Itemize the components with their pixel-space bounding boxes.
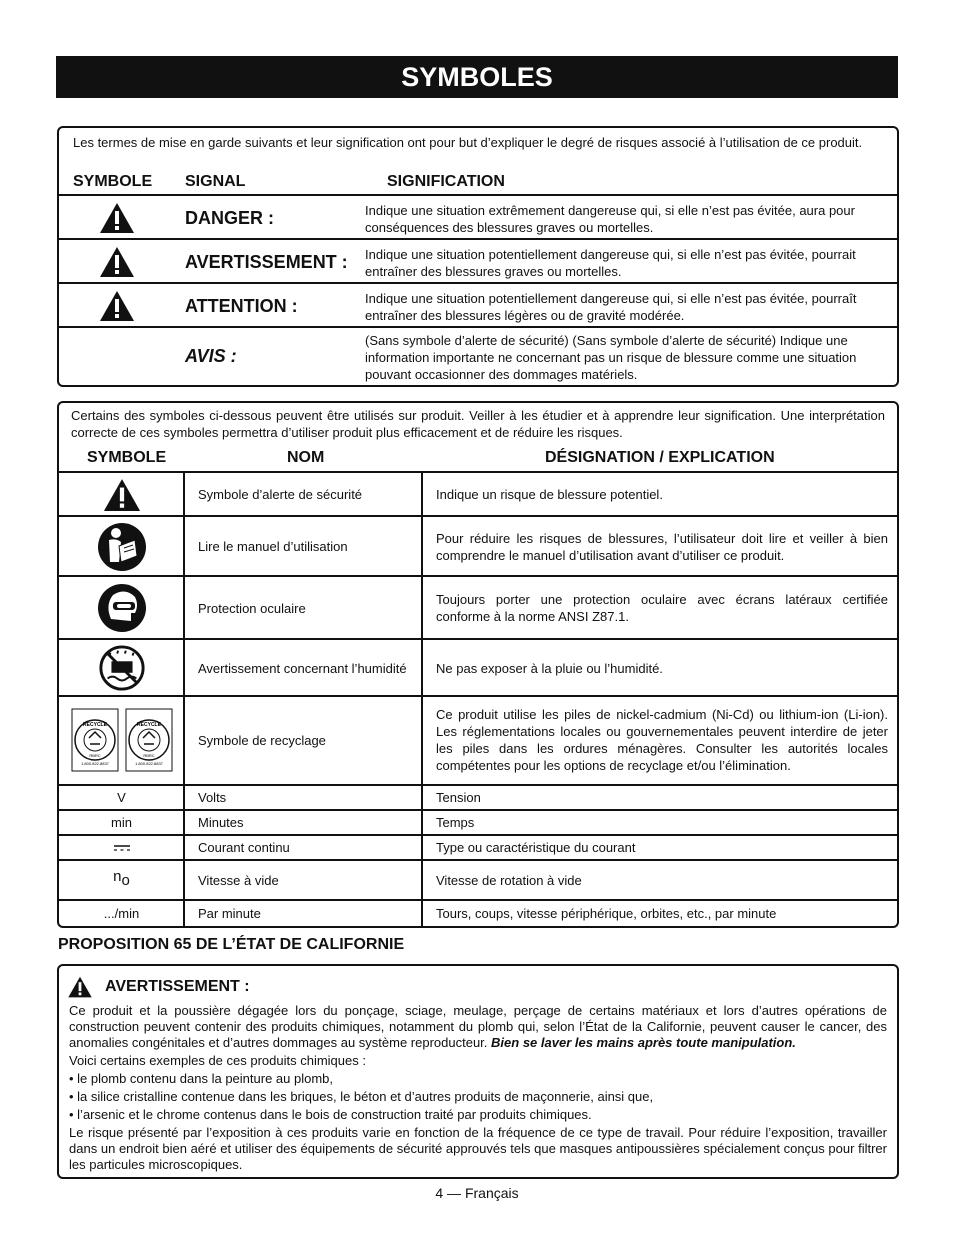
symbol-cell: V bbox=[117, 790, 126, 805]
recycle-icon bbox=[71, 708, 119, 772]
prop65-paragraph: Le risque présenté par l’exposition à ces produits varie en fonction de la fréquence de ce type de travail. Pour réduire l’exposition, travailler dans un endroit bien aéré et utiliser des équipements de sécurité approuvés tels que masques antipoussières spécialement conçus pour filtrer les particules microscopiques. bbox=[69, 1125, 887, 1172]
desc-cell: Type ou caractéristique du courant bbox=[436, 840, 636, 855]
name-cell: Minutes bbox=[198, 815, 244, 830]
safety-alert-icon bbox=[102, 478, 142, 512]
name-cell: Lire le manuel d’utilisation bbox=[198, 539, 348, 554]
warning-label: AVERTISSEMENT : bbox=[105, 978, 250, 995]
signal-words-box bbox=[57, 126, 899, 387]
safety-alert-icon bbox=[99, 246, 135, 278]
signal-label: AVIS : bbox=[185, 346, 237, 366]
table-row bbox=[59, 809, 897, 834]
symbol-cell bbox=[59, 517, 184, 576]
header-symbole: SYMBOLE bbox=[73, 173, 153, 190]
table-row bbox=[59, 515, 897, 576]
recycle-mid-text: RBRC bbox=[142, 753, 155, 758]
signal-desc: Indique une situation extrêmement dangereuse qui, si elle n’est pas évitée, aura pour conséquences des blessures graves ou mortelles. bbox=[365, 203, 855, 235]
desc-cell: Indique un risque de blessure potentiel. bbox=[436, 487, 663, 502]
recycle-bottom-text: 1.800.822.8837 bbox=[134, 761, 163, 766]
name-cell: Avertissement concernant l’humidité bbox=[198, 660, 407, 676]
recycle-icon bbox=[125, 708, 173, 772]
desc-cell: Tension bbox=[436, 790, 481, 805]
safety-alert-icon bbox=[99, 202, 135, 234]
signal-label: ATTENTION : bbox=[185, 296, 298, 316]
desc-cell: Temps bbox=[436, 815, 475, 830]
symbol-cell bbox=[59, 697, 184, 783]
desc-cell: Pour réduire les risques de blessures, l’utilisateur doit lire et veiller à bien comprendre le manuel d’utilisation avant d’utiliser ce produit. bbox=[436, 530, 888, 563]
symbol-cell: .../min bbox=[103, 906, 140, 921]
signal-row-danger bbox=[59, 194, 897, 239]
symbol-cell bbox=[59, 836, 184, 859]
signal-label: AVERTISSEMENT : bbox=[185, 252, 348, 272]
table-row bbox=[59, 899, 897, 926]
signal-desc: Indique une situation potentiellement dangereuse qui, si elle n’est pas évitée, pourraît entraîner des blessures légères ou de gravité modérée. bbox=[365, 291, 857, 323]
desc-cell: Vitesse de rotation à vide bbox=[436, 872, 582, 888]
header-symbole: SYMBOLE bbox=[87, 449, 167, 466]
signal-desc: (Sans symbole d’alerte de sécurité) (Sans symbole d’alerte de sécurité) Indique une information importante ne concernant pas un risque de blessure comme une situation pouvant occasionner des dommages matériels. bbox=[365, 333, 857, 382]
desc-cell: Tours, coups, vitesse périphérique, orbites, etc., par minute bbox=[436, 906, 777, 921]
symbol-cell bbox=[59, 640, 184, 696]
signal-desc: Indique une situation potentiellement dangereuse qui, si elle n’est pas évitée, pourrait entraîner des blessures graves ou mortelles. bbox=[365, 247, 856, 279]
signal-row-attention bbox=[59, 282, 897, 327]
name-cell: Protection oculaire bbox=[198, 600, 306, 616]
prop65-paragraph: Voici certains exemples de ces produits chimiques : bbox=[69, 1053, 366, 1068]
table-row bbox=[59, 834, 897, 859]
name-cell: Symbole d’alerte de sécurité bbox=[198, 487, 363, 502]
symbols-intro: Certains des symboles ci-dessous peuvent être utilisés sur produit. Veiller à les étudier et à apprendre leur signification. Une interprétation correcte de ces symboles permettra d’utiliser produit plus efficacement et de réduire les risques. bbox=[71, 408, 885, 440]
prop65-title: PROPOSITION 65 DE L’ÉTAT DE CALIFORNIE bbox=[58, 936, 405, 953]
safety-alert-icon bbox=[99, 290, 135, 322]
table-row bbox=[59, 575, 897, 639]
symbol-cell: min bbox=[111, 815, 132, 830]
wet-conditions-icon bbox=[98, 644, 146, 692]
prop65-para1: Ce produit et la poussière dégagée lors du ponçage, sciage, meulage, perçage de certains matériaux et lors d’autres opérations de construction peuvent contenir des produits chimiques, notamment du plomb qui, selon l’État de la Californie, peuvent causer le cancer, des anomalies congénitales et d’autres dommages au système reproducteur. bbox=[69, 1003, 887, 1050]
desc-cell: Toujours porter une protection oculaire avec écrans latéraux certifiée conforme à la norme ANSI Z87.1. bbox=[436, 592, 888, 624]
list-item: • le plomb contenu dans la peinture au plomb, bbox=[69, 1071, 333, 1086]
name-cell: Courant continu bbox=[198, 840, 290, 855]
safety-alert-icon bbox=[67, 976, 93, 998]
header-nom: NOM bbox=[287, 449, 325, 466]
signal-row-avis bbox=[59, 326, 897, 385]
desc-cell: Ce produit utilise les piles de nickel-cadmium (Ni-Cd) ou lithium-ion (Li-ion). Les réglementations locales ou gouvernementales peuvent interdire de jeter les piles dans les ordures ménagères. Consulter les autorités locales compétentes pour les options de recyclage et/ou l’élimination. bbox=[436, 707, 888, 773]
desc-cell: Ne pas exposer à la pluie ou l’humidité. bbox=[436, 660, 663, 676]
no-load-speed-subscript: o bbox=[121, 872, 130, 889]
symbol-cell bbox=[59, 861, 184, 899]
header-signification: SIGNIFICATION bbox=[387, 173, 505, 190]
list-item: • la silice cristalline contenue dans les briques, le béton et d’autres produits de maçonnerie, ainsi que, bbox=[69, 1089, 654, 1104]
warning-header bbox=[67, 976, 250, 998]
table-row bbox=[59, 859, 897, 899]
list-item: • l’arsenic et le chrome contenus dans le bois de construction traité par produits chimiques. bbox=[69, 1107, 592, 1122]
eye-protection-icon bbox=[97, 583, 147, 633]
symbol-cell bbox=[59, 473, 184, 516]
read-manual-icon bbox=[97, 522, 147, 572]
symbols-table-box bbox=[57, 401, 899, 928]
prop65-warning-box bbox=[57, 964, 899, 1179]
direct-current-icon bbox=[114, 844, 130, 852]
name-cell: Vitesse à vide bbox=[198, 872, 279, 888]
wash-hands-note: Bien se laver les mains après toute manipulation. bbox=[491, 1035, 796, 1050]
signal-label: DANGER : bbox=[185, 208, 274, 228]
recycle-bottom-text: 1.800.822.8837 bbox=[80, 761, 109, 766]
name-cell: Volts bbox=[198, 790, 227, 805]
symbol-cell bbox=[59, 577, 184, 639]
signal-row-avertissement bbox=[59, 238, 897, 283]
table-row bbox=[59, 784, 897, 809]
page-title: SYMBOLES bbox=[56, 56, 898, 98]
name-cell: Symbole de recyclage bbox=[198, 732, 326, 748]
table-row bbox=[59, 471, 897, 516]
table-row bbox=[59, 638, 897, 696]
header-signal: SIGNAL bbox=[185, 173, 246, 190]
name-cell: Par minute bbox=[198, 906, 261, 921]
prop65-paragraph bbox=[69, 1003, 887, 1051]
recycle-top-text: RECYCLE bbox=[82, 722, 107, 728]
table-row bbox=[59, 695, 897, 783]
header-designation: DÉSIGNATION / EXPLICATION bbox=[545, 449, 775, 466]
recycle-mid-text: RBRC bbox=[88, 753, 101, 758]
signals-intro: Les termes de mise en garde suivants et leur signification ont pour but d’expliquer le degré de risques associé à l’utilisation de ce produit. bbox=[73, 135, 863, 150]
recycle-top-text: RECYCLE bbox=[136, 722, 161, 728]
prop65-body bbox=[69, 1003, 887, 1175]
page-footer: 4 — Français bbox=[435, 1185, 519, 1201]
no-load-speed-symbol: n bbox=[113, 868, 122, 885]
